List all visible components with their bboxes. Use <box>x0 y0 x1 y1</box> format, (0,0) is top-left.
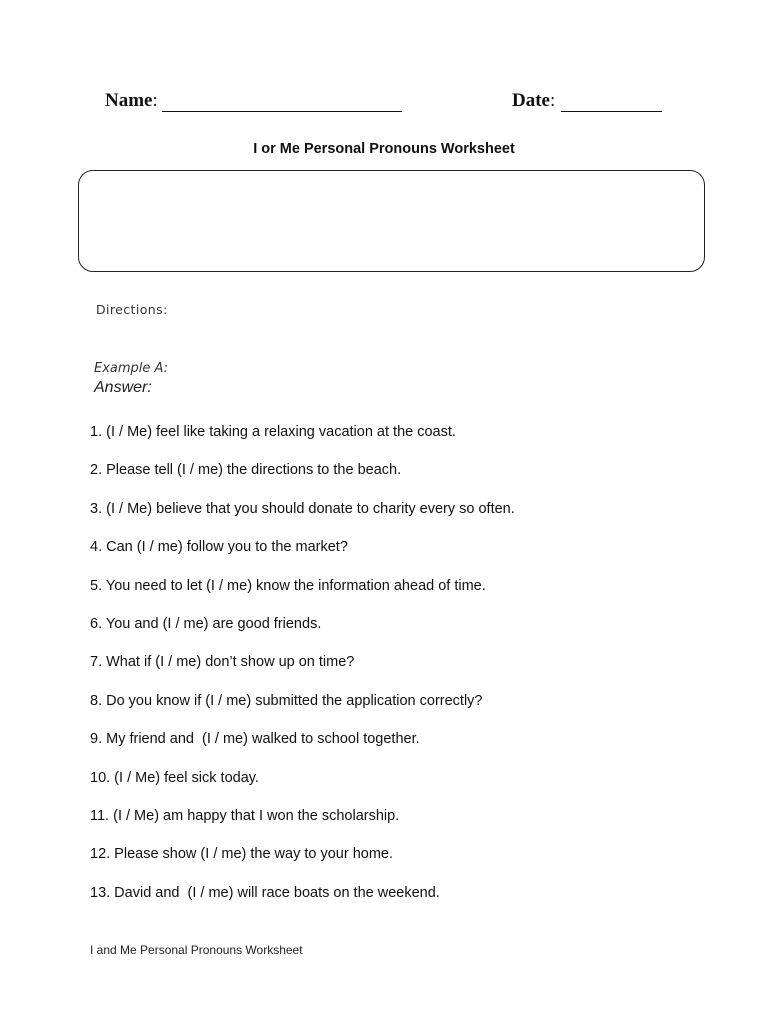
answer-label: Answer: <box>94 379 152 396</box>
question-item: 3. (I / Me) believe that you should donate to charity every so often. <box>90 500 515 517</box>
name-label: Name: <box>105 90 158 111</box>
question-item: 2. Please tell (I / me) the directions to the beach. <box>90 462 402 479</box>
question-item: 11. (I / Me) am happy that I won the scholarship. <box>90 807 400 824</box>
question-item: 7. What if (I / me) don’t show up on time? <box>90 654 355 671</box>
date-label: Date: <box>512 90 556 111</box>
page-footer: I and Me Personal Pronouns Worksheet <box>90 943 303 957</box>
question-item: 12. Please show (I / me) the way to your home. <box>90 846 394 863</box>
directions-label: Directions: <box>96 302 168 317</box>
question-item: 6. You and (I / me) are good friends. <box>90 615 322 632</box>
question-item: 8. Do you know if (I / me) submitted the application correctly? <box>90 692 483 709</box>
question-item: 4. Can (I / me) follow you to the market? <box>90 539 348 556</box>
worksheet-header <box>0 88 768 122</box>
question-item: 9. My friend and (I / me) walked to school together. <box>90 731 420 748</box>
question-item: 5. You need to let (I / me) know the information ahead of time. <box>90 577 486 594</box>
example-label: Example A: <box>94 361 169 376</box>
question-list <box>90 422 730 921</box>
worksheet-title: I or Me Personal Pronouns Worksheet <box>253 141 515 157</box>
question-item: 13. David and (I / me) will race boats on the weekend. <box>90 884 440 901</box>
question-item: 10. (I / Me) feel sick today. <box>90 769 259 786</box>
instruction-box <box>78 170 705 272</box>
question-item: 1. (I / Me) feel like taking a relaxing vacation at the coast. <box>90 424 456 440</box>
name-blank-line[interactable] <box>162 111 402 112</box>
date-blank-line[interactable] <box>561 111 662 112</box>
